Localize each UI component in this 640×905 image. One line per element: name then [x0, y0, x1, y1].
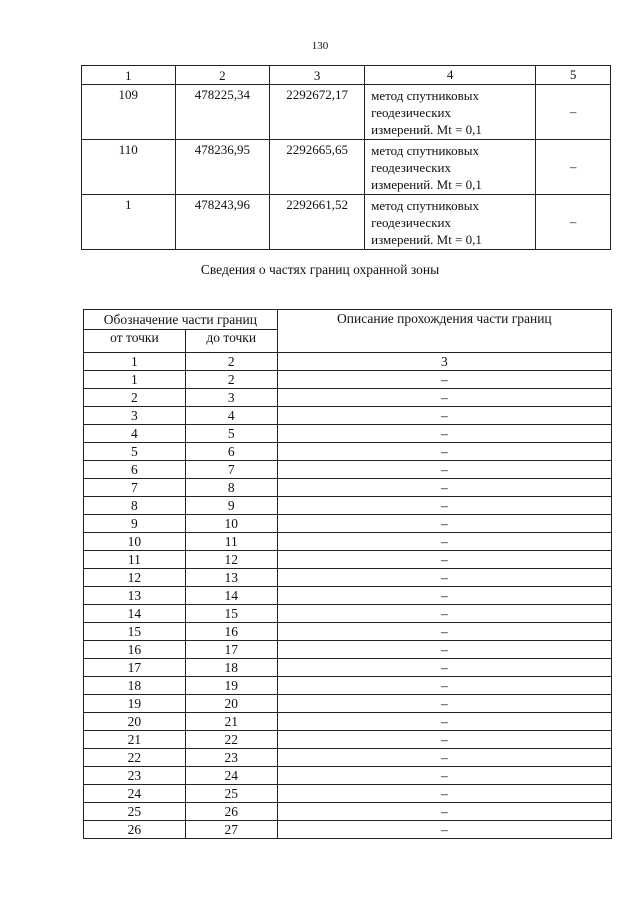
from-point: 19 — [84, 695, 186, 713]
description-value: – — [277, 479, 611, 497]
description-value: – — [277, 677, 611, 695]
table-row — [84, 515, 612, 533]
to-point: 13 — [185, 569, 277, 587]
description-value: – — [277, 425, 611, 443]
dash-value: – — [536, 140, 611, 195]
table-row — [82, 195, 611, 250]
dash-value: – — [536, 195, 611, 250]
column-number-row — [84, 353, 612, 371]
point-number: 1 — [82, 195, 176, 250]
table-row — [84, 425, 612, 443]
description-value: – — [277, 713, 611, 731]
to-point: 27 — [185, 821, 277, 839]
description-value: – — [277, 749, 611, 767]
table-row — [84, 677, 612, 695]
from-point: 5 — [84, 443, 186, 461]
from-point: 18 — [84, 677, 186, 695]
from-point: 12 — [84, 569, 186, 587]
description-value: – — [277, 785, 611, 803]
method-line: геодезических — [371, 215, 451, 230]
to-point: 11 — [185, 533, 277, 551]
table-row — [84, 443, 612, 461]
from-point: 16 — [84, 641, 186, 659]
point-number: 109 — [82, 85, 176, 140]
coordinates-table — [81, 65, 611, 250]
column-number: 5 — [536, 66, 611, 85]
from-point: 14 — [84, 605, 186, 623]
table-row — [84, 641, 612, 659]
column-number: 1 — [84, 353, 186, 371]
from-point: 26 — [84, 821, 186, 839]
to-point: 20 — [185, 695, 277, 713]
from-point: 23 — [84, 767, 186, 785]
table-row — [84, 731, 612, 749]
table-row — [84, 767, 612, 785]
coordinate-x: 478225,34 — [175, 85, 270, 140]
description-value: – — [277, 443, 611, 461]
description-value: – — [277, 803, 611, 821]
table-row — [84, 461, 612, 479]
to-point: 6 — [185, 443, 277, 461]
description-value: – — [277, 551, 611, 569]
column-number: 3 — [270, 66, 365, 85]
method-description — [365, 85, 536, 140]
description-value: – — [277, 731, 611, 749]
header-boundary-designation: Обозначение части границ — [84, 310, 278, 330]
to-point: 21 — [185, 713, 277, 731]
coordinate-x: 478236,95 — [175, 140, 270, 195]
to-point: 8 — [185, 479, 277, 497]
description-value: – — [277, 515, 611, 533]
from-point: 1 — [84, 371, 186, 389]
header-description: Описание прохождения части границ — [277, 310, 611, 353]
from-point: 17 — [84, 659, 186, 677]
from-point: 21 — [84, 731, 186, 749]
from-point: 11 — [84, 551, 186, 569]
from-point: 3 — [84, 407, 186, 425]
table-row — [84, 479, 612, 497]
to-point: 26 — [185, 803, 277, 821]
description-value: – — [277, 659, 611, 677]
method-line: измерений. Mt = 0,1 — [371, 177, 482, 192]
table-row — [84, 497, 612, 515]
table-row — [84, 533, 612, 551]
column-number: 3 — [277, 353, 611, 371]
method-line: измерений. Mt = 0,1 — [371, 232, 482, 247]
to-point: 10 — [185, 515, 277, 533]
table-row — [84, 821, 612, 839]
description-value: – — [277, 623, 611, 641]
to-point: 24 — [185, 767, 277, 785]
description-value: – — [277, 461, 611, 479]
from-point: 7 — [84, 479, 186, 497]
section-title: Сведения о частях границ охранной зоны — [200, 262, 440, 277]
table-row — [84, 587, 612, 605]
to-point: 7 — [185, 461, 277, 479]
table-row — [84, 713, 612, 731]
to-point: 17 — [185, 641, 277, 659]
coordinate-y: 2292672,17 — [270, 85, 365, 140]
column-number: 4 — [365, 66, 536, 85]
to-point: 22 — [185, 731, 277, 749]
table-row — [82, 85, 611, 140]
table-row — [84, 803, 612, 821]
method-line: геодезических — [371, 160, 451, 175]
method-line: геодезических — [371, 105, 451, 120]
to-point: 4 — [185, 407, 277, 425]
table-row — [84, 569, 612, 587]
boundary-parts-table — [83, 309, 612, 839]
table-row — [84, 695, 612, 713]
from-point: 20 — [84, 713, 186, 731]
to-point: 2 — [185, 371, 277, 389]
from-point: 4 — [84, 425, 186, 443]
table-header-row — [84, 310, 612, 330]
method-line: метод спутниковых — [371, 143, 479, 158]
method-description — [365, 140, 536, 195]
description-value: – — [277, 821, 611, 839]
to-point: 9 — [185, 497, 277, 515]
description-value: – — [277, 695, 611, 713]
column-number: 2 — [185, 353, 277, 371]
point-number: 110 — [82, 140, 176, 195]
from-point: 9 — [84, 515, 186, 533]
description-value: – — [277, 641, 611, 659]
table-header-row — [82, 66, 611, 85]
column-number: 1 — [82, 66, 176, 85]
table-row — [84, 605, 612, 623]
table-row — [84, 659, 612, 677]
page-number: 130 — [311, 40, 329, 52]
dash-value: – — [536, 85, 611, 140]
from-point: 2 — [84, 389, 186, 407]
table-row — [84, 551, 612, 569]
description-value: – — [277, 569, 611, 587]
from-point: 10 — [84, 533, 186, 551]
to-point: 5 — [185, 425, 277, 443]
table-row — [82, 140, 611, 195]
table-row — [84, 371, 612, 389]
to-point: 15 — [185, 605, 277, 623]
method-line: метод спутниковых — [371, 198, 479, 213]
from-point: 15 — [84, 623, 186, 641]
table-row — [84, 749, 612, 767]
method-description — [365, 195, 536, 250]
column-number: 2 — [175, 66, 270, 85]
coordinate-y: 2292661,52 — [270, 195, 365, 250]
to-point: 3 — [185, 389, 277, 407]
to-point: 23 — [185, 749, 277, 767]
header-to-point: до точки — [185, 330, 277, 353]
table-row — [84, 785, 612, 803]
to-point: 16 — [185, 623, 277, 641]
to-point: 25 — [185, 785, 277, 803]
description-value: – — [277, 767, 611, 785]
to-point: 12 — [185, 551, 277, 569]
table-row — [84, 389, 612, 407]
to-point: 18 — [185, 659, 277, 677]
table-row — [84, 407, 612, 425]
coordinate-x: 478243,96 — [175, 195, 270, 250]
description-value: – — [277, 605, 611, 623]
description-value: – — [277, 497, 611, 515]
description-value: – — [277, 407, 611, 425]
header-from-point: от точки — [84, 330, 186, 353]
from-point: 25 — [84, 803, 186, 821]
description-value: – — [277, 389, 611, 407]
method-line: метод спутниковых — [371, 88, 479, 103]
from-point: 8 — [84, 497, 186, 515]
method-line: измерений. Mt = 0,1 — [371, 122, 482, 137]
from-point: 6 — [84, 461, 186, 479]
coordinate-y: 2292665,65 — [270, 140, 365, 195]
from-point: 24 — [84, 785, 186, 803]
description-value: – — [277, 533, 611, 551]
to-point: 14 — [185, 587, 277, 605]
description-value: – — [277, 587, 611, 605]
to-point: 19 — [185, 677, 277, 695]
description-value: – — [277, 371, 611, 389]
from-point: 22 — [84, 749, 186, 767]
table-row — [84, 623, 612, 641]
from-point: 13 — [84, 587, 186, 605]
